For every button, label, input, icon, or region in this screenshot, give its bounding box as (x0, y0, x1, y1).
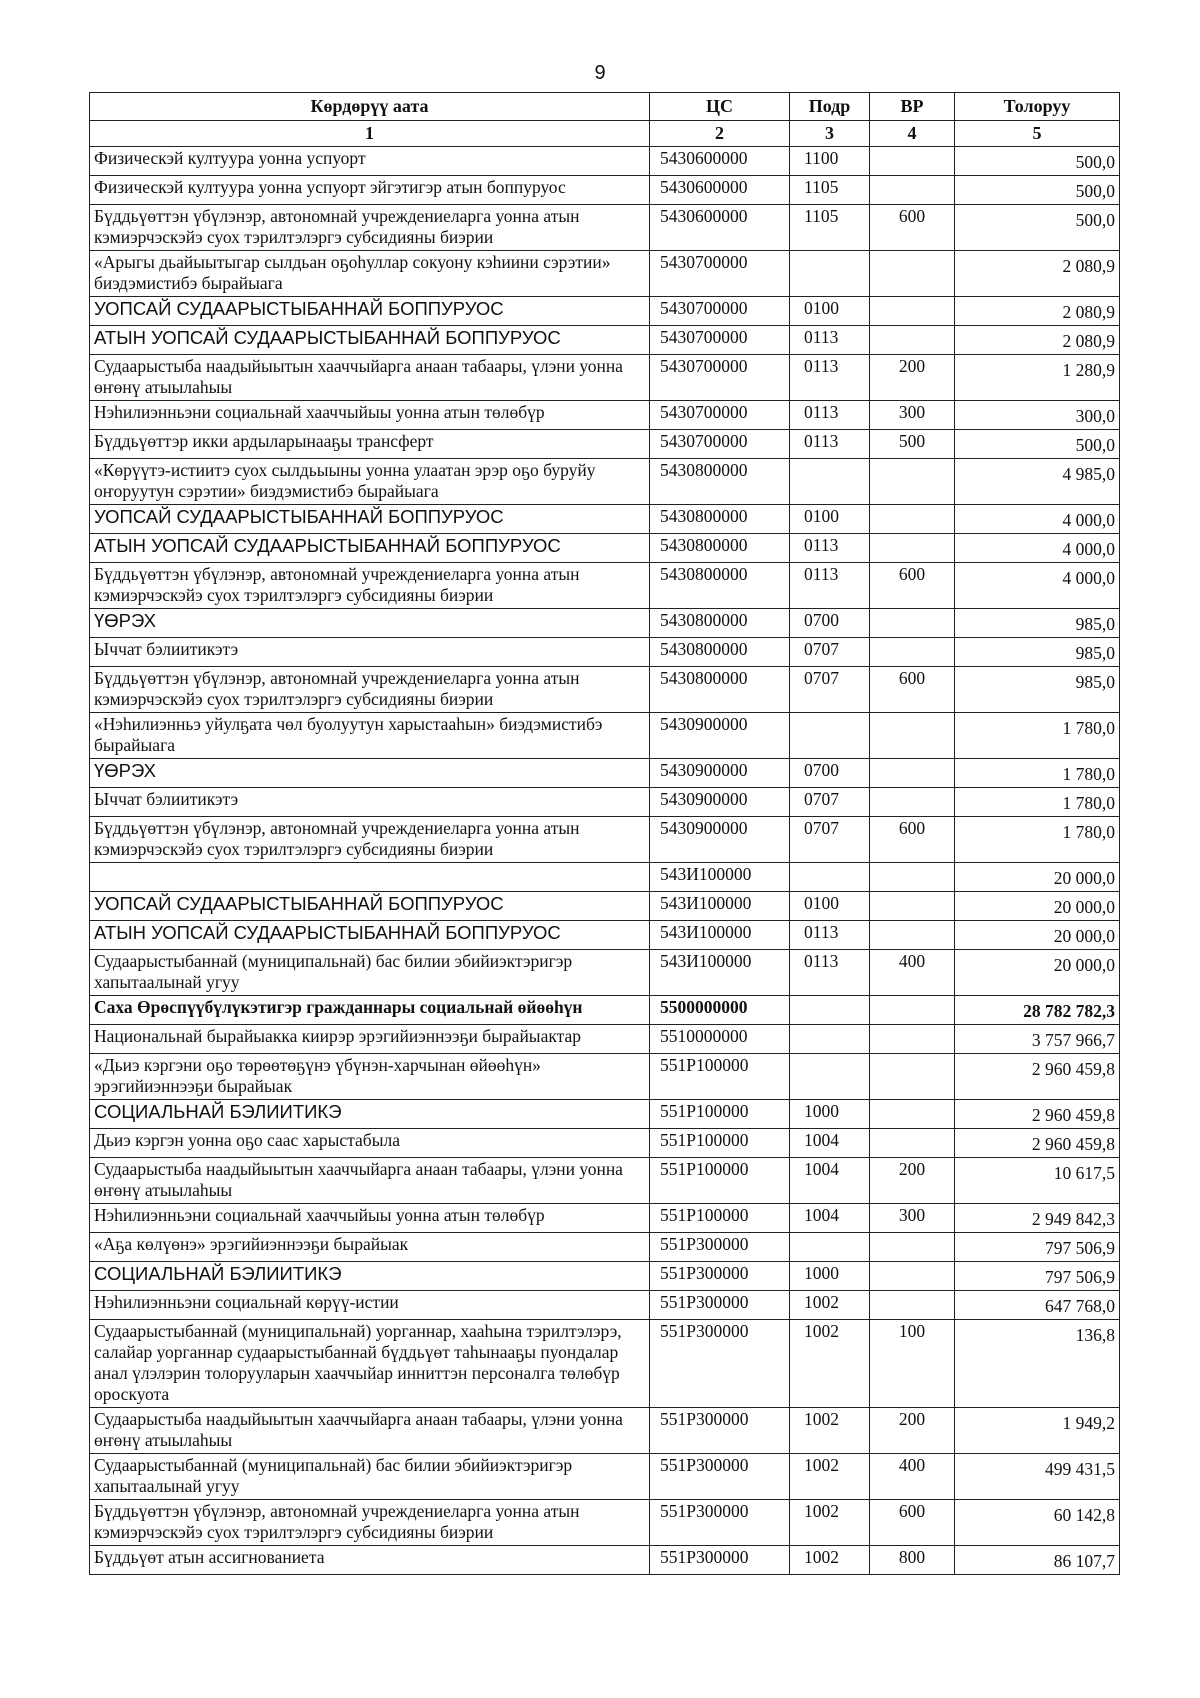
row-total-cell: 647 768,0 (955, 1291, 1120, 1320)
table-row (90, 297, 1120, 326)
header-name: Көрдөрүү аата (90, 93, 650, 121)
row-podr-cell: 1100 (790, 147, 870, 176)
table-row (90, 863, 1120, 892)
row-cs-cell: 5430900000 (650, 713, 790, 759)
row-vr-cell (870, 147, 955, 176)
row-cs-cell: 551Р300000 (650, 1500, 790, 1546)
row-total-cell: 20 000,0 (955, 921, 1120, 950)
row-vr-cell (870, 1025, 955, 1054)
row-vr-cell (870, 996, 955, 1025)
row-total-cell: 500,0 (955, 205, 1120, 251)
row-vr-cell: 600 (870, 563, 955, 609)
row-name-cell: «Аҕа көлүөнэ» эрэгийиэннээҕи бырайыак (90, 1233, 650, 1262)
row-podr-cell: 1002 (790, 1408, 870, 1454)
row-vr-cell: 600 (870, 667, 955, 713)
row-podr-cell (790, 996, 870, 1025)
row-vr-cell: 600 (870, 817, 955, 863)
row-total-cell: 4 985,0 (955, 459, 1120, 505)
row-vr-cell: 600 (870, 205, 955, 251)
row-name-cell: УОПСАЙ СУДААРЫСТЫБАННАЙ БОППУРУОС (90, 505, 650, 534)
row-total-cell: 1 780,0 (955, 759, 1120, 788)
row-total-cell: 20 000,0 (955, 892, 1120, 921)
row-cs-cell: 543И100000 (650, 892, 790, 921)
table-row (90, 1025, 1120, 1054)
row-total-cell: 2 960 459,8 (955, 1100, 1120, 1129)
table-row (90, 1546, 1120, 1575)
row-vr-cell: 300 (870, 401, 955, 430)
row-total-cell: 4 000,0 (955, 534, 1120, 563)
row-vr-cell (870, 176, 955, 205)
row-podr-cell: 0113 (790, 563, 870, 609)
row-podr-cell: 0707 (790, 638, 870, 667)
row-total-cell: 500,0 (955, 147, 1120, 176)
row-total-cell: 300,0 (955, 401, 1120, 430)
row-total-cell: 2 080,9 (955, 251, 1120, 297)
row-podr-cell: 1004 (790, 1204, 870, 1233)
row-vr-cell: 300 (870, 1204, 955, 1233)
row-name-cell: Физическэй култуура уонна успуорт (90, 147, 650, 176)
row-cs-cell: 5510000000 (650, 1025, 790, 1054)
row-podr-cell: 0707 (790, 817, 870, 863)
table-row (90, 609, 1120, 638)
row-name-cell: Нэһилиэнньэни социальнай көрүү-истии (90, 1291, 650, 1320)
row-podr-cell: 0700 (790, 759, 870, 788)
table-row (90, 1262, 1120, 1291)
row-total-cell: 136,8 (955, 1320, 1120, 1408)
table-row (90, 326, 1120, 355)
row-vr-cell (870, 251, 955, 297)
table-row (90, 1454, 1120, 1500)
table-row (90, 1129, 1120, 1158)
row-name-cell: Бүддьүөттэн үбүлэнэр, автономнай учреждениеларга уонна атын кэмиэрчэскэйэ суох тэрилтэлэргэ субсидияны биэрии (90, 205, 650, 251)
table-row (90, 921, 1120, 950)
row-vr-cell: 200 (870, 1408, 955, 1454)
row-podr-cell: 1002 (790, 1320, 870, 1408)
table-row (90, 638, 1120, 667)
row-name-cell (90, 863, 650, 892)
row-vr-cell (870, 1233, 955, 1262)
table-row (90, 534, 1120, 563)
header-number: 2 (650, 121, 790, 147)
row-total-cell: 1 949,2 (955, 1408, 1120, 1454)
table-row (90, 401, 1120, 430)
row-vr-cell (870, 1291, 955, 1320)
row-total-cell: 2 960 459,8 (955, 1129, 1120, 1158)
row-cs-cell: 5430800000 (650, 459, 790, 505)
row-total-cell: 3 757 966,7 (955, 1025, 1120, 1054)
row-cs-cell: 551Р100000 (650, 1100, 790, 1129)
row-total-cell: 20 000,0 (955, 863, 1120, 892)
row-total-cell: 985,0 (955, 609, 1120, 638)
row-cs-cell: 5430700000 (650, 401, 790, 430)
row-podr-cell: 1105 (790, 205, 870, 251)
header-podr: Подр (790, 93, 870, 121)
header-row (90, 93, 1120, 121)
table-row (90, 759, 1120, 788)
row-podr-cell: 0113 (790, 921, 870, 950)
row-total-cell: 86 107,7 (955, 1546, 1120, 1575)
row-name-cell: Нэһилиэнньэни социальнай хааччыйыы уонна атын төлөбүр (90, 1204, 650, 1233)
row-total-cell: 985,0 (955, 638, 1120, 667)
header-cs: ЦС (650, 93, 790, 121)
table-row (90, 667, 1120, 713)
row-podr-cell: 0100 (790, 297, 870, 326)
row-total-cell: 797 506,9 (955, 1262, 1120, 1291)
row-vr-cell: 400 (870, 950, 955, 996)
row-vr-cell (870, 788, 955, 817)
row-podr-cell: 0100 (790, 892, 870, 921)
row-vr-cell (870, 921, 955, 950)
header-number: 4 (870, 121, 955, 147)
row-cs-cell: 5430800000 (650, 505, 790, 534)
table-row (90, 950, 1120, 996)
table-row (90, 355, 1120, 401)
row-name-cell: УОПСАЙ СУДААРЫСТЫБАННАЙ БОППУРУОС (90, 297, 650, 326)
row-total-cell: 2 949 842,3 (955, 1204, 1120, 1233)
row-podr-cell (790, 863, 870, 892)
row-vr-cell (870, 326, 955, 355)
row-podr-cell (790, 1233, 870, 1262)
row-vr-cell (870, 759, 955, 788)
row-podr-cell: 1000 (790, 1100, 870, 1129)
row-name-cell: АТЫН УОПСАЙ СУДААРЫСТЫБАННАЙ БОППУРУОС (90, 326, 650, 355)
row-name-cell: АТЫН УОПСАЙ СУДААРЫСТЫБАННАЙ БОППУРУОС (90, 534, 650, 563)
table-row (90, 147, 1120, 176)
row-total-cell: 2 960 459,8 (955, 1054, 1120, 1100)
row-name-cell: Бүддьүөттэр икки ардыларынааҕы трансферт (90, 430, 650, 459)
row-name-cell: «Дьиэ кэргэни оҕо төрөөтөҕүнэ үбүнэн-харчынан өйөөһүн» эрэгийиэннээҕи бырайыак (90, 1054, 650, 1100)
row-name-cell: Ыччат бэлиитикэтэ (90, 638, 650, 667)
row-cs-cell: 5430900000 (650, 788, 790, 817)
row-vr-cell (870, 1100, 955, 1129)
table-row (90, 892, 1120, 921)
row-vr-cell: 800 (870, 1546, 955, 1575)
table-row (90, 788, 1120, 817)
row-vr-cell: 200 (870, 1158, 955, 1204)
row-name-cell: Судаарыстыбаннай (муниципальнай) бас билии эбийиэктэригэр хапытаалынай угуу (90, 1454, 650, 1500)
table-row (90, 713, 1120, 759)
row-vr-cell (870, 297, 955, 326)
row-cs-cell: 551Р300000 (650, 1233, 790, 1262)
table-row (90, 205, 1120, 251)
row-cs-cell: 5430600000 (650, 205, 790, 251)
row-vr-cell (870, 863, 955, 892)
row-name-cell: УОПСАЙ СУДААРЫСТЫБАННАЙ БОППУРУОС (90, 892, 650, 921)
row-podr-cell (790, 1054, 870, 1100)
row-podr-cell: 0113 (790, 534, 870, 563)
page-number: 9 (594, 62, 606, 84)
row-vr-cell (870, 638, 955, 667)
row-vr-cell (870, 713, 955, 759)
table-row (90, 505, 1120, 534)
row-vr-cell (870, 892, 955, 921)
row-cs-cell: 5430600000 (650, 147, 790, 176)
row-name-cell: «Нэһилиэнньэ уйулҕата чөл буолуутун харыстааһын» биэдэмистибэ бырайыага (90, 713, 650, 759)
row-name-cell: АТЫН УОПСАЙ СУДААРЫСТЫБАННАЙ БОППУРУОС (90, 921, 650, 950)
row-cs-cell: 551Р100000 (650, 1129, 790, 1158)
row-total-cell: 4 000,0 (955, 563, 1120, 609)
row-total-cell: 2 080,9 (955, 326, 1120, 355)
table-body (90, 147, 1120, 1575)
row-vr-cell (870, 1054, 955, 1100)
row-total-cell: 1 780,0 (955, 713, 1120, 759)
table-row (90, 459, 1120, 505)
row-total-cell: 985,0 (955, 667, 1120, 713)
row-name-cell: Судаарыстыба наадыйыытын хааччыйарга анаан табаары, үлэни уонна өҥөнү атыылаһыы (90, 1158, 650, 1204)
row-cs-cell: 5430800000 (650, 638, 790, 667)
budget-table (89, 92, 1120, 1575)
row-name-cell: «Көрүүтэ-истиитэ суох сылдьыыны уонна улаатан эрэр оҕо буруйу оҥоруутун сэрэтии» биэдэмистибэ бырайыага (90, 459, 650, 505)
row-cs-cell: 5430900000 (650, 759, 790, 788)
header-vr: ВР (870, 93, 955, 121)
table-row (90, 1158, 1120, 1204)
row-podr-cell: 0113 (790, 430, 870, 459)
row-name-cell: Национальнай бырайыакка киирэр эрэгийиэннээҕи бырайыактар (90, 1025, 650, 1054)
row-cs-cell: 551Р300000 (650, 1320, 790, 1408)
row-cs-cell: 551Р300000 (650, 1408, 790, 1454)
row-vr-cell (870, 609, 955, 638)
row-name-cell: Физическэй култуура уонна успуорт эйгэтигэр атын боппуруос (90, 176, 650, 205)
row-podr-cell: 1004 (790, 1129, 870, 1158)
row-cs-cell: 551Р300000 (650, 1546, 790, 1575)
row-podr-cell: 0113 (790, 355, 870, 401)
row-name-cell: Бүддьүөттэн үбүлэнэр, автономнай учреждениеларга уонна атын кэмиэрчэскэйэ суох тэрилтэлэргэ субсидияны биэрии (90, 817, 650, 863)
row-podr-cell: 1105 (790, 176, 870, 205)
row-name-cell: Бүддьүөттэн үбүлэнэр, автономнай учреждениеларга уонна атын кэмиэрчэскэйэ суох тэрилтэлэргэ субсидияны биэрии (90, 1500, 650, 1546)
row-name-cell: ҮӨРЭХ (90, 759, 650, 788)
row-total-cell: 500,0 (955, 176, 1120, 205)
row-vr-cell (870, 534, 955, 563)
row-total-cell: 1 780,0 (955, 817, 1120, 863)
row-total-cell: 4 000,0 (955, 505, 1120, 534)
row-podr-cell: 1004 (790, 1158, 870, 1204)
row-podr-cell: 1002 (790, 1546, 870, 1575)
row-name-cell: Судаарыстыба наадыйыытын хааччыйарга анаан табаары, үлэни уонна өҥөнү атыылаһыы (90, 1408, 650, 1454)
row-total-cell: 1 780,0 (955, 788, 1120, 817)
row-cs-cell: 5430800000 (650, 667, 790, 713)
table-row (90, 430, 1120, 459)
table-row (90, 1100, 1120, 1129)
row-cs-cell: 543И100000 (650, 921, 790, 950)
table-row (90, 251, 1120, 297)
row-cs-cell: 543И100000 (650, 863, 790, 892)
row-cs-cell: 5430700000 (650, 355, 790, 401)
row-total-cell: 500,0 (955, 430, 1120, 459)
row-podr-cell: 0113 (790, 326, 870, 355)
row-cs-cell: 551Р300000 (650, 1454, 790, 1500)
row-vr-cell (870, 1129, 955, 1158)
header-number-row (90, 121, 1120, 147)
table-row (90, 1500, 1120, 1546)
row-podr-cell: 1002 (790, 1291, 870, 1320)
row-name-cell: Судаарыстыба наадыйыытын хааччыйарга анаан табаары, үлэни уонна өҥөнү атыылаһыы (90, 355, 650, 401)
row-cs-cell: 5430600000 (650, 176, 790, 205)
row-total-cell: 20 000,0 (955, 950, 1120, 996)
row-podr-cell: 1002 (790, 1500, 870, 1546)
row-cs-cell: 5430900000 (650, 817, 790, 863)
row-vr-cell: 400 (870, 1454, 955, 1500)
row-vr-cell (870, 505, 955, 534)
row-name-cell: СОЦИАЛЬНАЙ БЭЛИИТИКЭ (90, 1100, 650, 1129)
row-cs-cell: 5430800000 (650, 534, 790, 563)
table-row (90, 817, 1120, 863)
row-vr-cell: 500 (870, 430, 955, 459)
row-cs-cell: 551Р300000 (650, 1291, 790, 1320)
row-cs-cell: 551Р100000 (650, 1204, 790, 1233)
row-cs-cell: 5430700000 (650, 430, 790, 459)
header-number: 3 (790, 121, 870, 147)
row-podr-cell: 0113 (790, 950, 870, 996)
row-name-cell: Ыччат бэлиитикэтэ (90, 788, 650, 817)
row-podr-cell: 0707 (790, 788, 870, 817)
row-vr-cell: 200 (870, 355, 955, 401)
row-podr-cell (790, 1025, 870, 1054)
row-podr-cell: 0113 (790, 401, 870, 430)
row-name-cell: Бүддьүөттэн үбүлэнэр, автономнай учреждениеларга уонна атын кэмиэрчэскэйэ суох тэрилтэлэргэ субсидияны биэрии (90, 563, 650, 609)
row-cs-cell: 5430800000 (650, 563, 790, 609)
row-podr-cell: 1000 (790, 1262, 870, 1291)
row-podr-cell: 0100 (790, 505, 870, 534)
row-podr-cell: 0700 (790, 609, 870, 638)
table-row (90, 1291, 1120, 1320)
row-podr-cell (790, 459, 870, 505)
row-vr-cell: 600 (870, 1500, 955, 1546)
row-name-cell: Бүддьүөт атын ассигнованиета (90, 1546, 650, 1575)
row-vr-cell (870, 1262, 955, 1291)
table-row (90, 1320, 1120, 1408)
table-row (90, 563, 1120, 609)
row-cs-cell: 5500000000 (650, 996, 790, 1025)
row-cs-cell: 5430700000 (650, 297, 790, 326)
table-row (90, 1054, 1120, 1100)
row-name-cell: Нэһилиэнньэни социальнай хааччыйыы уонна атын төлөбүр (90, 401, 650, 430)
row-total-cell: 28 782 782,3 (955, 996, 1120, 1025)
row-total-cell: 797 506,9 (955, 1233, 1120, 1262)
row-cs-cell: 551Р100000 (650, 1054, 790, 1100)
row-podr-cell: 0707 (790, 667, 870, 713)
row-total-cell: 1 280,9 (955, 355, 1120, 401)
row-vr-cell: 100 (870, 1320, 955, 1408)
row-name-cell: Судаарыстыбаннай (муниципальнай) бас билии эбийиэктэригэр хапытаалынай угуу (90, 950, 650, 996)
row-cs-cell: 5430700000 (650, 326, 790, 355)
row-name-cell: Бүддьүөттэн үбүлэнэр, автономнай учреждениеларга уонна атын кэмиэрчэскэйэ суох тэрилтэлэргэ субсидияны биэрии (90, 667, 650, 713)
table-row (90, 1233, 1120, 1262)
table-row (90, 1408, 1120, 1454)
row-podr-cell (790, 713, 870, 759)
row-cs-cell: 543И100000 (650, 950, 790, 996)
table-header (90, 93, 1120, 147)
header-number: 5 (955, 121, 1120, 147)
row-cs-cell: 5430700000 (650, 251, 790, 297)
table-row (90, 996, 1120, 1025)
row-podr-cell (790, 251, 870, 297)
row-cs-cell: 551Р300000 (650, 1262, 790, 1291)
table-row (90, 176, 1120, 205)
row-podr-cell: 1002 (790, 1454, 870, 1500)
row-total-cell: 60 142,8 (955, 1500, 1120, 1546)
table-row (90, 1204, 1120, 1233)
row-cs-cell: 5430800000 (650, 609, 790, 638)
row-total-cell: 2 080,9 (955, 297, 1120, 326)
row-name-cell: Саха Өрөспүүбүлүкэтигэр гражданнары социальнай өйөөһүн (90, 996, 650, 1025)
row-total-cell: 10 617,5 (955, 1158, 1120, 1204)
row-name-cell: Дьиэ кэргэн уонна оҕо саас харыстабыла (90, 1129, 650, 1158)
row-name-cell: «Арыгы дьайыытыгар сылдьан оҕоһуллар сокуону кэһиини сэрэтии» биэдэмистибэ бырайыага (90, 251, 650, 297)
row-name-cell: СОЦИАЛЬНАЙ БЭЛИИТИКЭ (90, 1262, 650, 1291)
row-total-cell: 499 431,5 (955, 1454, 1120, 1500)
header-number: 1 (90, 121, 650, 147)
row-name-cell: Судаарыстыбаннай (муниципальнай) уорганнар, хааһына тэрилтэлэрэ, салайар уорганнар судаарыстыбаннай бүддьүөт таһынааҕы пуондалар анал үлэлэрин толорууларын хааччыйар инниттэн персоналга төлөбүр ороскуота (90, 1320, 650, 1408)
row-name-cell: ҮӨРЭХ (90, 609, 650, 638)
header-total: Толоруу (955, 93, 1120, 121)
row-vr-cell (870, 459, 955, 505)
row-cs-cell: 551Р100000 (650, 1158, 790, 1204)
